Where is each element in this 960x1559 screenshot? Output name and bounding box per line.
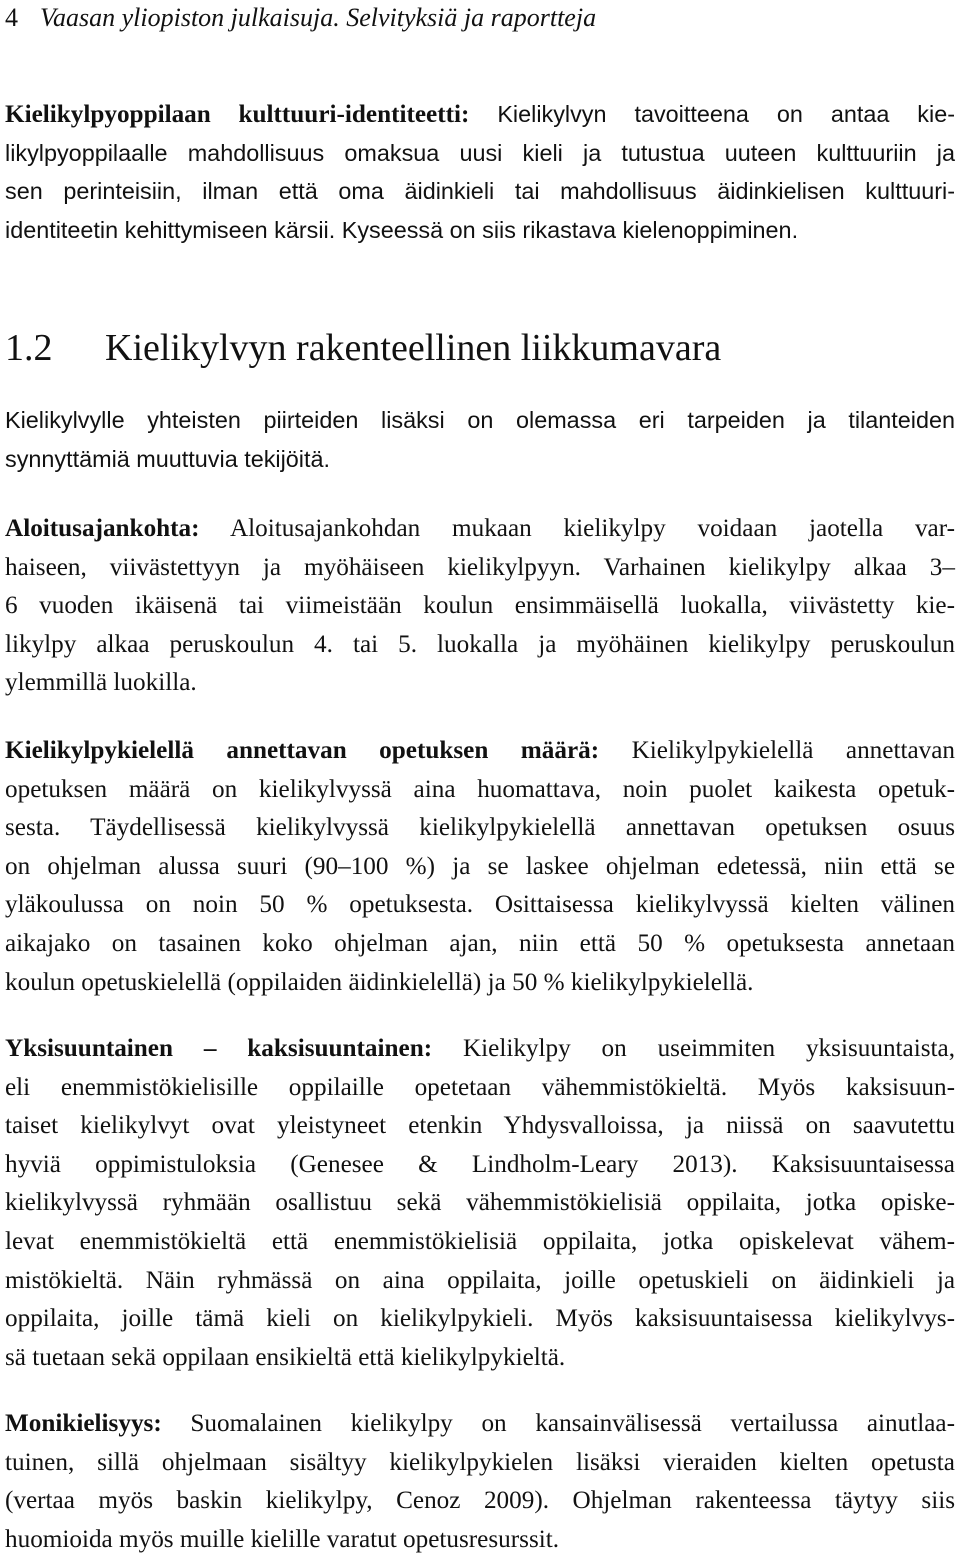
paragraph-line: Kielikylpyoppilaan kulttuuri-identiteetti: Kielikylvyn tavoitteena on antaa kie- <box>5 101 955 128</box>
paragraph-line: likylpyoppilaalle mahdollisuus omaksua uusi kieli ja tutustua uuteen kulttuuriin ja <box>5 139 955 166</box>
paragraph-line: ylemmillä luokilla. <box>5 669 197 697</box>
section-heading <box>5 324 721 372</box>
paragraph-cultural-identity <box>5 95 955 249</box>
paragraph-line: haiseen, viivästettyyn ja myöhäiseen kielikylpyyn. Varhainen kielikylpy alkaa 3– <box>5 553 955 581</box>
paragraph-line: aikajako on tasainen koko ohjelman ajan, niin että 50 % opetuksesta annetaan <box>5 929 955 957</box>
paragraph-line: Aloitusajankohta: Aloitusajankohdan mukaan kielikylpy voidaan jaotella var- <box>5 515 955 542</box>
paragraph-teaching-amount <box>5 732 955 1002</box>
paragraph-line: 6 vuoden ikäisenä tai viimeistään koulun ensimmäisellä luokalla, viivästetty kie- <box>5 592 955 620</box>
paragraph-starting-age <box>5 510 955 703</box>
paragraph-multilingualism <box>5 1405 955 1559</box>
paragraph-line: Monikielisyys: Suomalainen kielikylpy on kansainvälisessä vertailussa ainutlaa- <box>5 1410 955 1437</box>
paragraph-line: opetuksen määrä on kielikylvyssä aina huomattava, noin puolet kaikesta opetuk- <box>5 775 955 803</box>
running-header <box>5 2 596 34</box>
term-label: Yksisuuntainen – kaksisuuntainen: <box>5 1035 433 1062</box>
paragraph-line: sen perinteisiin, ilman että oma äidinkieli tai mahdollisuus äidinkielisen kulttuuri- <box>5 178 955 205</box>
paragraph-line: koulun opetuskielellä (oppilaiden äidinkielellä) ja 50 % kielikylpykielellä. <box>5 968 754 996</box>
paragraph-line: oppilaita, joille tämä kieli on kielikylpykieli. Myös kaksisuuntaisessa kielikylvys- <box>5 1305 955 1333</box>
paragraph-line: huomioida myös muille kielille varatut opetusresurssit. <box>5 1525 560 1553</box>
paragraph-line: kielikylvyssä ryhmään osallistuu sekä vähemmistökielisiä oppilaita, jotka opiske- <box>5 1189 955 1217</box>
paragraph-line: identiteetin kehittymiseen kärsii. Kyseessä on siis rikastava kielenoppiminen. <box>5 216 799 243</box>
paragraph-line: (vertaa myös baskin kielikylpy, Cenoz 2009). Ohjelman rakenteessa täytyy siis <box>5 1487 955 1515</box>
paragraph-line: eli enemmistökielisille oppilaille opetetaan vähemmistökieltä. Myös kaksisuun- <box>5 1073 955 1101</box>
paragraph-line: Kielikylvylle yhteisten piirteiden lisäksi on olemassa eri tarpeiden ja tilanteiden <box>5 407 955 433</box>
paragraph-line: tuinen, sillä ohjelmaan sisältyy kielikylpykielen lisäksi vieraiden kielten opetusta <box>5 1448 955 1476</box>
paragraph-line: yläkoulussa on noin 50 % opetuksesta. Osittaisessa kielikylvyssä kielten välinen <box>5 891 955 919</box>
paragraph-intro <box>5 401 955 478</box>
paragraph-line: sä tuetaan sekä oppilaan ensikieltä että kielikylpykieltä. <box>5 1343 566 1371</box>
paragraph-line: synnyttämiä muuttuvia tekijöitä. <box>5 445 331 472</box>
paragraph-line: Yksisuuntainen – kaksisuuntainen: Kielikylpy on useimmiten yksisuuntaista, <box>5 1035 955 1062</box>
term-label: Kielikylpykielellä annettavan opetuksen määrä: <box>5 737 600 764</box>
paragraph-one-way-two-way <box>5 1030 955 1377</box>
paragraph-line: Kielikylpykielellä annettavan opetuksen määrä: Kielikylpykielellä annettavan <box>5 737 955 764</box>
paragraph-line: sesta. Täydellisessä kielikylvyssä kielikylpykielellä annettavan opetuksen osuus <box>5 814 955 842</box>
paragraph-line: mistökieltä. Näin ryhmässä on aina oppilaita, joille opetuskieli on äidinkieli ja <box>5 1266 955 1294</box>
paragraph-line: likylpy alkaa peruskoulun 4. tai 5. luokalla ja myöhäinen kielikylpy peruskoulun <box>5 630 955 658</box>
term-label: Aloitusajankohta: <box>5 515 200 542</box>
section-number: 1.2 <box>5 327 53 369</box>
journal-title: Vaasan yliopiston julkaisuja. Selvityksiä ja raportteja <box>40 3 597 32</box>
paragraph-line: on ohjelman alussa suuri (90–100 %) ja se laskee ohjelman edetessä, niin että se <box>5 852 955 880</box>
paragraph-line: hyviä oppimistuloksia (Genesee & Lindholm-Leary 2013). Kaksisuuntaisessa <box>5 1150 955 1178</box>
term-label: Kielikylpyoppilaan kulttuuri-identiteetti: <box>5 101 470 128</box>
page-number: 4 <box>5 3 18 32</box>
paragraph-line: levat enemmistökieltä että enemmistökielisiä oppilaita, jotka opiskelevat vähem- <box>5 1227 955 1255</box>
paragraph-line: taiset kielikylvyt ovat yleistyneet etenkin Yhdysvalloissa, ja niissä on saavutettu <box>5 1112 955 1140</box>
section-title: Kielikylvyn rakenteellinen liikkumavara <box>105 327 722 369</box>
term-label: Monikielisyys: <box>5 1410 162 1437</box>
